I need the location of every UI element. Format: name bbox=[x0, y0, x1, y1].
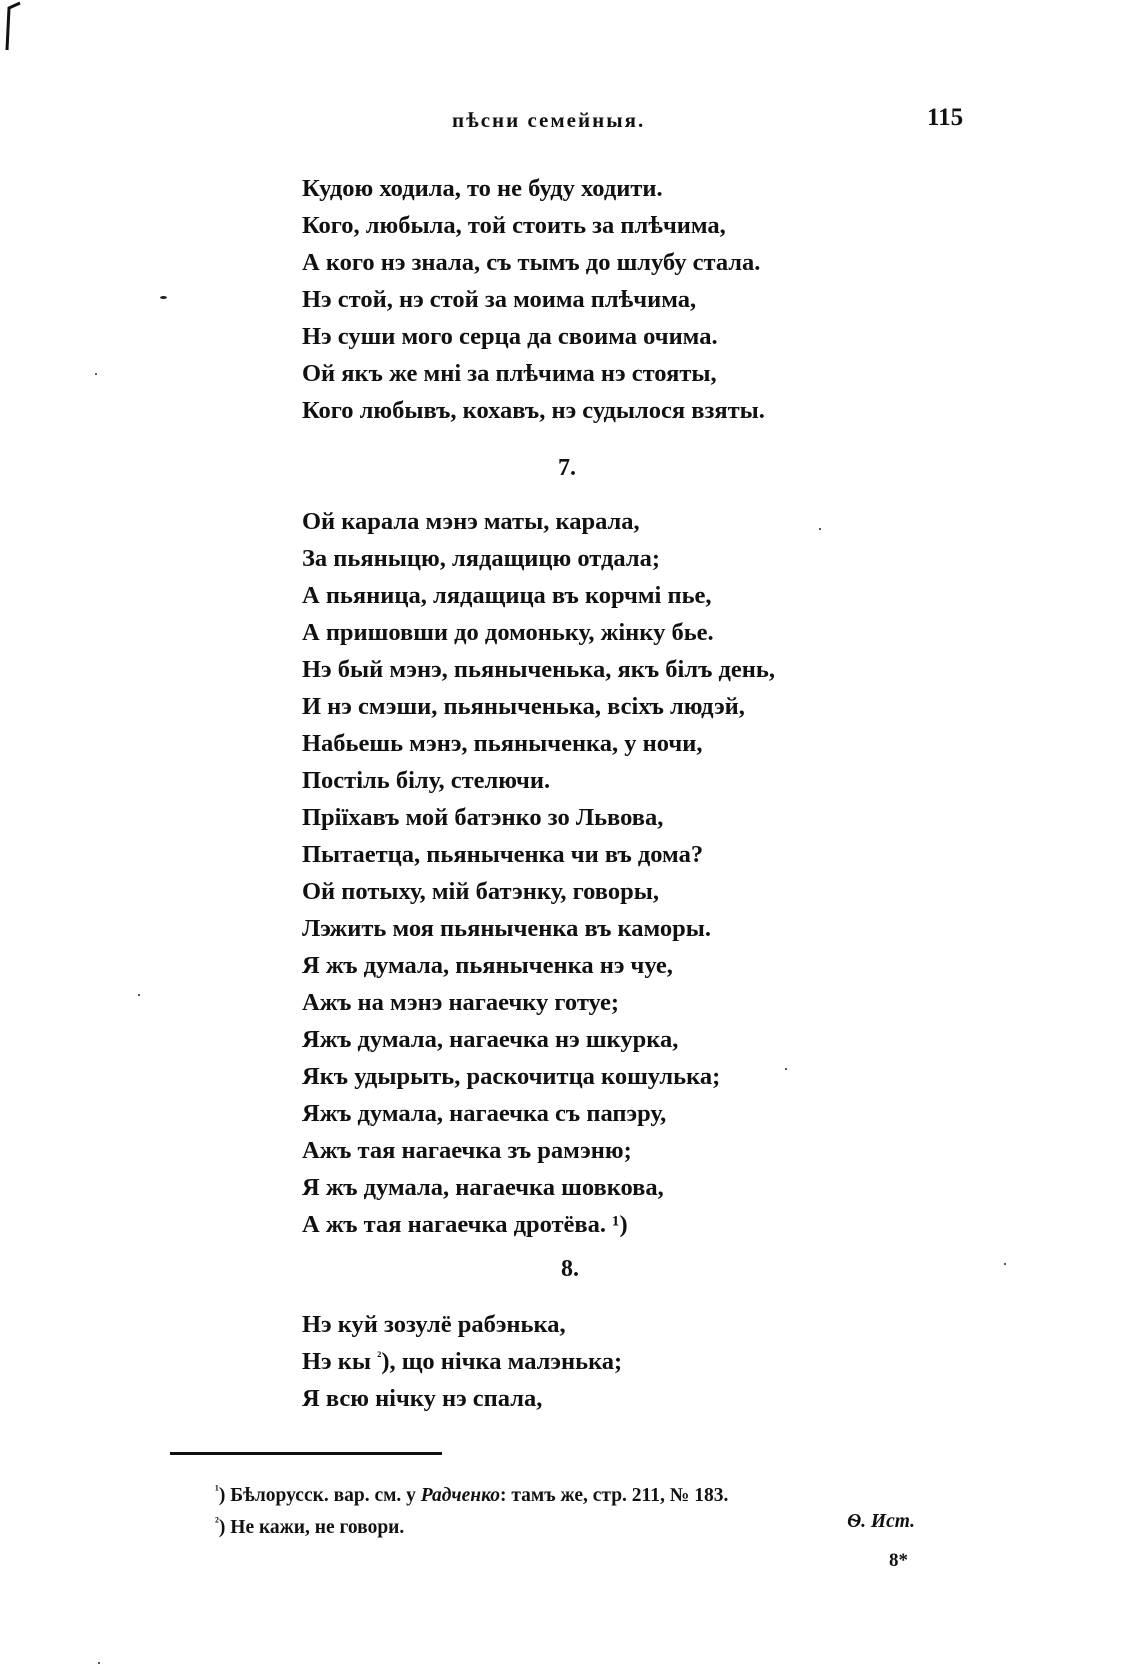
verse-line: Ой потыху, мій батэнку, говоры, bbox=[302, 878, 659, 905]
verse-line: Ажъ на мэнэ нагаечку готуе; bbox=[302, 989, 620, 1016]
verse-line: Яжъ думала, нагаечка съ папэру, bbox=[302, 1100, 667, 1127]
verse-line: Ажъ тая нагаечка зъ рамэню; bbox=[302, 1137, 632, 1164]
poem-number-8: 8. bbox=[561, 1256, 579, 1282]
verse-line: Пытаетца, пьяныченка чи въ дома? bbox=[302, 841, 704, 868]
footnote-1 bbox=[215, 1474, 915, 1506]
verse-line: Нэ куй зозулё рабэнька, bbox=[302, 1311, 566, 1338]
verse-line: Лэжить моя пьяныченка въ каморы. bbox=[302, 915, 712, 942]
footnote-text: ) Бѣлорусск. вар. см. у bbox=[218, 1485, 421, 1506]
footnote-author: Радченко bbox=[420, 1485, 500, 1506]
poem-8-text bbox=[302, 1306, 622, 1417]
print-speck bbox=[785, 1068, 787, 1070]
print-speck bbox=[138, 994, 140, 996]
stanza-continued bbox=[302, 170, 765, 429]
verse-line: Кудою ходила, то не буду ходити. bbox=[302, 175, 663, 202]
verse-line: Яжъ думала, нагаечка нэ шкурка, bbox=[302, 1026, 679, 1053]
verse-line-with-footnote bbox=[302, 1343, 622, 1380]
verse-line: Я жъ думала, нагаечка шовкова, bbox=[302, 1174, 664, 1201]
verse-line: Пріїхавъ мой батэнко зо Львова, bbox=[302, 804, 664, 831]
footnote-2 bbox=[215, 1506, 915, 1538]
poem-7-text bbox=[302, 503, 775, 1243]
print-speck bbox=[819, 528, 821, 530]
verse-line: Кого любывъ, кохавъ, нэ судылося взяты. bbox=[302, 397, 765, 424]
verse-line: Кого, любыла, той стоить за плѣчима, bbox=[302, 212, 726, 239]
verse-line: Нэ суши мого серца да своима очима. bbox=[302, 323, 718, 350]
verse-line: Ой якъ же мні за плѣчима нэ стояты, bbox=[302, 360, 717, 387]
verse-text: Нэ кы bbox=[302, 1348, 372, 1375]
signature-mark: 8* bbox=[889, 1550, 908, 1571]
footnote-divider bbox=[170, 1452, 442, 1455]
running-title: пѣсни семейныя. bbox=[452, 108, 646, 132]
page-corner-mark bbox=[4, 0, 22, 52]
page-header bbox=[0, 104, 1140, 142]
footnote-editor-initials: Ѳ. Ист. bbox=[847, 1511, 915, 1532]
footnote-text: ) Не кажи, не говори. bbox=[218, 1517, 405, 1538]
verse-line: За пьяныцю, лядащицю отдала; bbox=[302, 545, 661, 572]
verse-line: Я жъ думала, пьяныченка нэ чуе, bbox=[302, 952, 673, 979]
verse-line-with-footnote bbox=[302, 1206, 775, 1243]
print-speck bbox=[1004, 1263, 1006, 1265]
verse-line: Набьешь мэнэ, пьяныченка, у ночи, bbox=[302, 730, 703, 757]
verse-line: Ой карала мэнэ маты, карала, bbox=[302, 508, 640, 535]
footnote-ref-2[interactable]: ² bbox=[377, 1350, 382, 1365]
footnote-text-rest: : тамъ же, стр. 211, № 183. bbox=[499, 1485, 729, 1506]
print-speck bbox=[98, 1662, 100, 1664]
verse-line: Постіль білу, стелючи. bbox=[302, 767, 551, 794]
verse-text-rest: ), що нічка малэнька; bbox=[381, 1348, 623, 1375]
verse-line: И нэ смэши, пьяныченька, всіхъ людэй, bbox=[302, 693, 745, 720]
print-speck bbox=[160, 296, 167, 299]
footnotes bbox=[215, 1474, 915, 1538]
verse-line: А пришовши до домоньку, жінку бье. bbox=[302, 619, 714, 646]
print-speck bbox=[95, 373, 97, 375]
page-number: 115 bbox=[927, 104, 964, 131]
poem-number-7: 7. bbox=[558, 455, 576, 481]
verse-line: А пьяница, лядащица въ корчмі пье, bbox=[302, 582, 712, 609]
verse-text: А жъ тая нагаечка дротёва. bbox=[302, 1211, 607, 1238]
footnote-ref-1[interactable]: ¹) bbox=[612, 1211, 628, 1238]
verse-line: Я всю нічку нэ спала, bbox=[302, 1385, 543, 1412]
verse-line: Нэ стой, нэ стой за моима плѣчима, bbox=[302, 286, 697, 313]
footnote-marker: ¹ bbox=[215, 1482, 219, 1497]
verse-line: А кого нэ знала, съ тымъ до шлубу стала. bbox=[302, 249, 761, 276]
footnote-marker: ² bbox=[215, 1514, 219, 1529]
verse-line: Якъ удырыть, раскочитца кошулька; bbox=[302, 1063, 721, 1090]
verse-line: Нэ бый мэнэ, пьяныченька, якъ білъ день, bbox=[302, 656, 775, 683]
